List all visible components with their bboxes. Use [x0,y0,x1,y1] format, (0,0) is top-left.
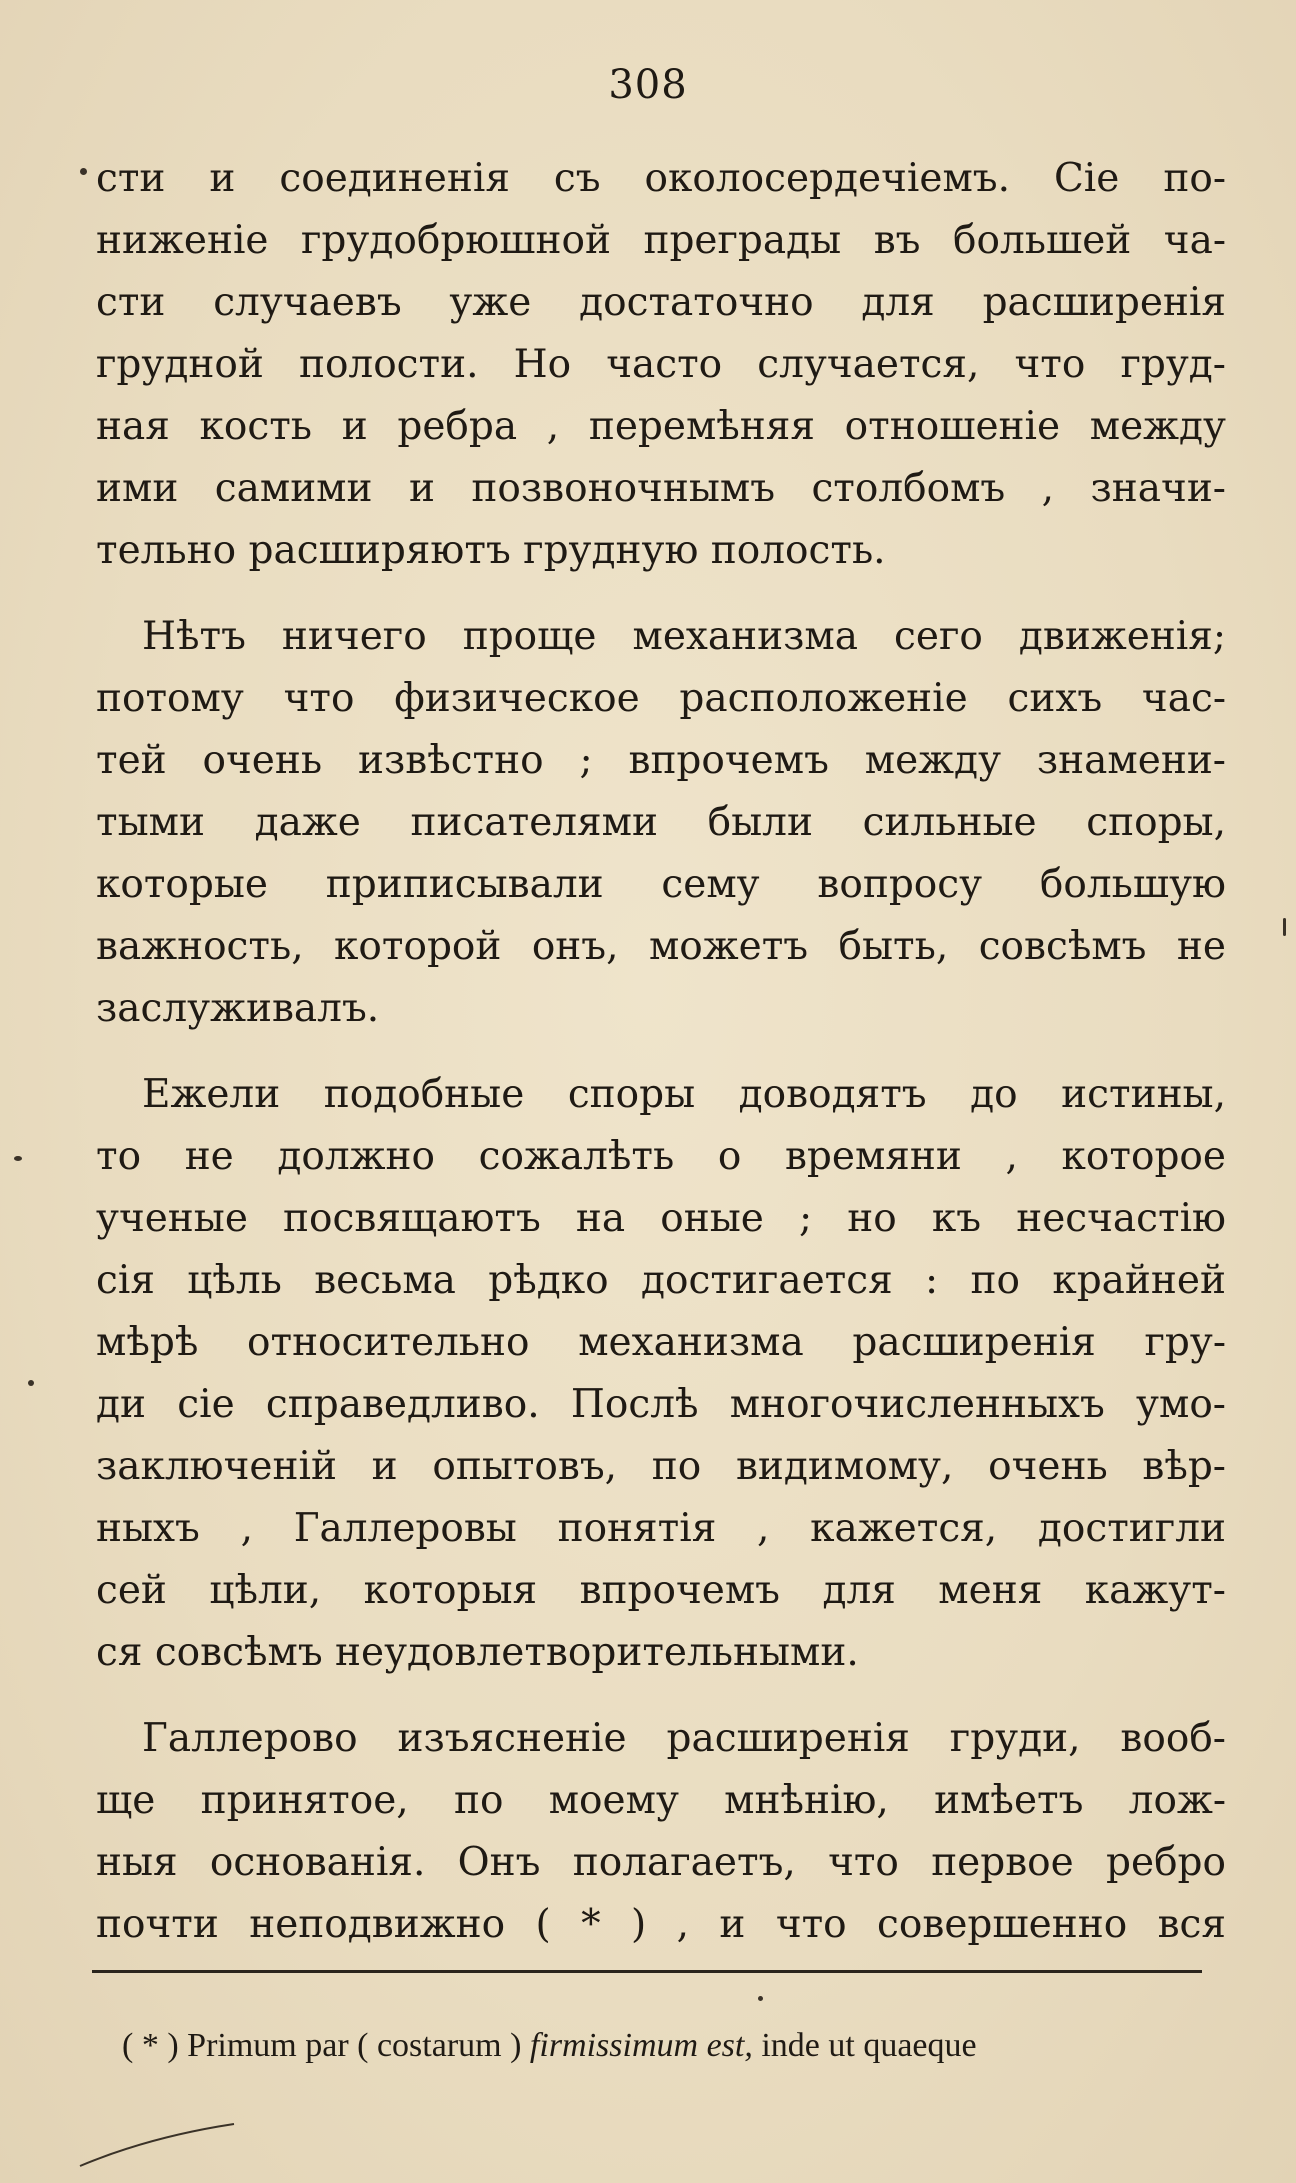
ink-speck [758,1996,763,2001]
text-line: то не должно сожалѣть о времяни , которое [96,1134,1226,1179]
text-line: важность, которой онъ, можетъ быть, совсѣмъ не [96,924,1226,969]
footnote-marker: ( * ) [122,2027,179,2064]
text-line: Нѣтъ ничего проще механизма сего движенія; [142,614,1226,659]
text-line: Галлерово изъясненіе расширенія груди, вооб- [142,1716,1226,1761]
footnote-text: Primum par ( costarum ) [187,2027,522,2064]
text-line: тельно расширяютъ грудную полость. [96,528,886,573]
text-line: сти и соединенія съ околосердечіемъ. Сіе по- [96,156,1226,201]
text-line: ниженіе грудобрюшной преграды въ большей ча- [96,218,1226,263]
text-line: Ежели подобные споры доводятъ до истины, [142,1072,1226,1117]
text-line: заключеній и опытовъ, по видимому, очень вѣр- [96,1444,1226,1489]
text-line: заслуживалъ. [96,986,380,1031]
text-line: ди сіе справедливо. Послѣ многочисленныхъ умо- [96,1382,1226,1427]
text-line: почти неподвижно ( * ) , и что совершенно вся [96,1902,1226,1947]
paragraph-1 [96,148,1226,582]
footnote [122,2027,1222,2065]
paragraph-4 [96,1708,1226,1956]
text-line: мѣрѣ относительно механизма расширенія гру- [96,1320,1226,1365]
text-line: ныхъ , Галлеровы понятія , кажется, достигли [96,1506,1226,1551]
text-line: потому что физическое расположеніе сихъ час- [96,676,1226,721]
text-line: которые приписывали сему вопросу большую [96,862,1226,907]
text-line: тыми даже писателями были сильные споры, [96,800,1226,845]
text-line: сія цѣль весьма рѣдко достигается : по крайней [96,1258,1226,1303]
ink-speck [14,1156,22,1161]
ink-speck [28,1380,34,1386]
paragraph-3 [96,1064,1226,1684]
page-number: 308 [608,62,688,108]
ink-speck [80,168,87,175]
footnote-text-end: inde ut quaeque [761,2027,977,2064]
text-line: ими самими и позвоночнымъ столбомъ , значи- [96,466,1226,511]
text-line: ще принятое, по моему мнѣнію, имѣетъ лож- [96,1778,1226,1823]
text-line: ныя основанія. Онъ полагаетъ, что первое ребро [96,1840,1226,1885]
text-line: ся совсѣмъ неудовлетворительными. [96,1630,859,1675]
footnote-rule [92,1970,1202,1973]
body-text [96,148,1226,1966]
text-line: сей цѣли, которыя впрочемъ для меня кажут- [96,1568,1226,1613]
text-line: ная кость и ребра , перемѣняя отношеніе между [96,404,1226,449]
text-line: грудной полости. Но часто случается, что груд- [96,342,1226,387]
ink-speck [1283,918,1286,936]
text-line: тей очень извѣстно ; впрочемъ между знамени- [96,738,1226,783]
pen-stroke-mark [78,2120,238,2170]
footnote-italic-text: firmissimum est, [529,2027,753,2064]
paragraph-2 [96,606,1226,1040]
text-line: сти случаевъ уже достаточно для расширенія [96,280,1226,325]
text-line: ученые посвящаютъ на оные ; но къ несчастію [96,1196,1226,1241]
